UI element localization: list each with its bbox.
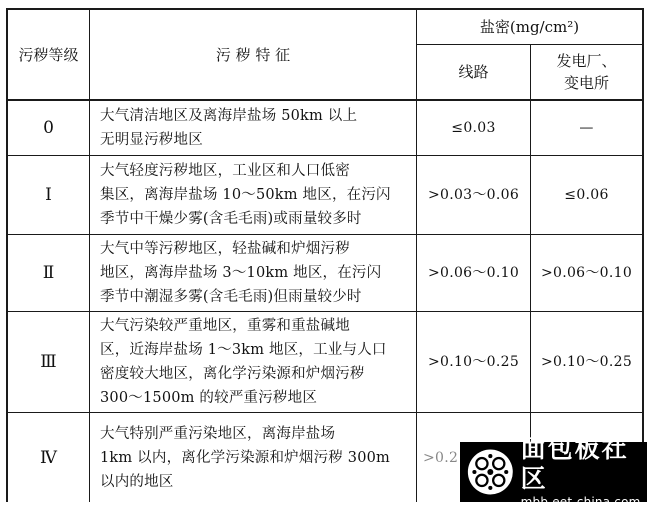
table-row-0-feature <box>90 101 416 155</box>
feature-line: 区，近海岸盐场 1～3km 地区，工业与人口 <box>100 342 387 358</box>
feature-line: 密度较大地区，离化学污染源和炉烟污秽 <box>100 366 365 382</box>
feature-line: 大气污染较严重地区，重雾和重盐碱地 <box>100 318 350 334</box>
table-row-1-plant <box>531 156 642 234</box>
level-value: Ⅲ <box>40 352 57 372</box>
header-plant-text-1: 发电厂、 <box>556 52 617 70</box>
header-level <box>8 10 89 99</box>
header-feature-text: 污 秽 特 征 <box>215 45 291 64</box>
header-density <box>417 10 642 44</box>
header-density-text: 盐密(mg/cm²) <box>479 18 580 36</box>
line-density-value: >0.03～0.06 <box>427 187 520 203</box>
table-row-2-line <box>417 235 530 311</box>
watermark-badge <box>460 434 647 509</box>
table-row-4-level <box>8 413 89 502</box>
table-row-1-feature <box>90 156 416 234</box>
table-row-2-level <box>8 235 89 311</box>
feature-line: 大气清洁地区及离海岸盐场 50km 以上 <box>100 108 358 124</box>
table-row-0-plant <box>531 101 642 155</box>
watermark-title: 面包板社区 <box>520 434 629 493</box>
level-value: Ⅰ <box>45 185 52 205</box>
eet-china-logo-icon <box>466 446 515 498</box>
feature-line: 地区，离海岸盐场 3～10km 地区，在污闪 <box>100 265 382 281</box>
table-row-3-line <box>417 312 530 412</box>
feature-line: 1km 以内，离化学污染源和炉烟污秽 300m <box>100 449 391 466</box>
feature-line: 大气特别严重污染地区，离海岸盐场 <box>100 425 336 442</box>
table-row-3-level <box>8 312 89 412</box>
table-row-2-plant <box>531 235 642 311</box>
plant-density-value: >0.10～0.25 <box>540 354 633 370</box>
table-row-1-line <box>417 156 530 234</box>
line-density-value: ≤0.03 <box>451 120 496 136</box>
line-density-value: >0.06～0.10 <box>427 265 520 281</box>
level-value: 0 <box>43 118 54 138</box>
feature-line: 以内的地区 <box>100 473 174 490</box>
header-plant <box>531 45 642 99</box>
level-value: Ⅳ <box>40 447 57 468</box>
feature-line: 大气轻度污秽地区，工业区和人口低密 <box>100 163 350 179</box>
table-row-1-level <box>8 156 89 234</box>
table-row-2-feature <box>90 235 416 311</box>
watermark-url: mbb.eet-china.com <box>520 495 641 509</box>
plant-density-value: >0.06～0.10 <box>540 265 633 281</box>
table-row-3-feature <box>90 312 416 412</box>
header-plant-text-2: 变电所 <box>563 74 609 92</box>
feature-line: 大气中等污秽地区，轻盐碱和炉烟污秽 <box>100 241 350 257</box>
plant-density-value: ≤0.06 <box>564 187 609 203</box>
feature-line: 季节中干燥少雾(含毛毛雨)或雨量较多时 <box>100 211 362 227</box>
header-feature <box>90 10 416 99</box>
header-line-text: 线路 <box>458 63 489 81</box>
feature-line: 季节中潮湿多雾(含毛毛雨)但雨量较少时 <box>100 289 362 305</box>
feature-line: 集区，离海岸盐场 10～50km 地区，在污闪 <box>100 187 391 203</box>
line-density-value: >0.2 <box>423 449 459 466</box>
plant-density-value: — <box>579 120 594 136</box>
feature-line: 300～1500m 的较严重污秽地区 <box>100 390 318 406</box>
table-row-3-plant <box>531 312 642 412</box>
table-row-0-level <box>8 101 89 155</box>
line-density-value: >0.10～0.25 <box>427 354 520 370</box>
table-border-right <box>642 8 644 502</box>
table-row-4-feature <box>90 413 416 502</box>
table-row-0-line <box>417 101 530 155</box>
feature-line: 无明显污秽地区 <box>100 132 203 148</box>
watermark-text <box>521 434 647 510</box>
level-value: Ⅱ <box>42 263 55 283</box>
header-level-text: 污秽等级 <box>18 45 79 64</box>
header-line <box>417 45 530 99</box>
